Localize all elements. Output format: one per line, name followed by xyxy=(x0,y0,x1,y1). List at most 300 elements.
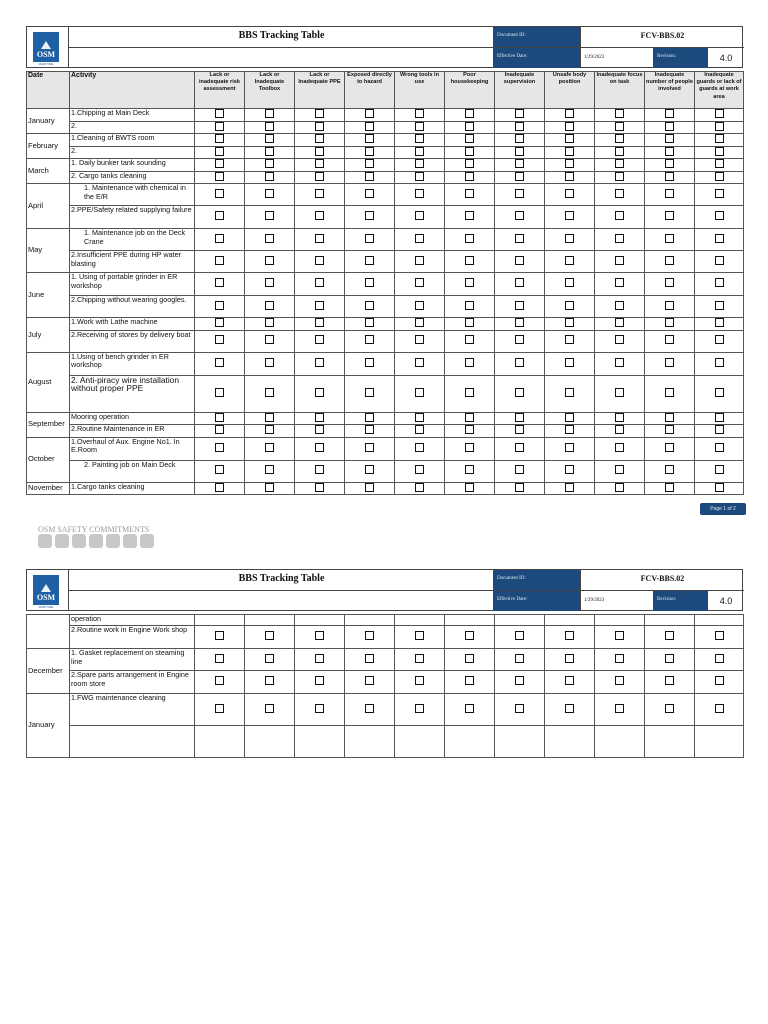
category-checkbox[interactable] xyxy=(665,335,674,344)
category-checkbox[interactable] xyxy=(215,256,224,265)
category-checkbox[interactable] xyxy=(365,425,374,434)
category-checkbox[interactable] xyxy=(715,358,724,367)
category-checkbox[interactable] xyxy=(315,278,324,287)
category-checkbox[interactable] xyxy=(415,122,424,131)
checkbox-cell xyxy=(645,134,695,147)
category-checkbox[interactable] xyxy=(515,704,524,713)
category-checkbox[interactable] xyxy=(365,211,374,220)
category-checkbox[interactable] xyxy=(315,147,324,156)
category-checkbox[interactable] xyxy=(265,413,274,422)
category-checkbox[interactable] xyxy=(415,172,424,181)
category-checkbox[interactable] xyxy=(215,358,224,367)
category-checkbox[interactable] xyxy=(365,234,374,243)
category-checkbox[interactable] xyxy=(615,301,624,310)
category-checkbox[interactable] xyxy=(515,676,524,685)
category-checkbox[interactable] xyxy=(565,413,574,422)
category-checkbox[interactable] xyxy=(665,189,674,198)
category-checkbox[interactable] xyxy=(215,425,224,434)
category-checkbox[interactable] xyxy=(315,483,324,492)
category-checkbox[interactable] xyxy=(265,425,274,434)
category-checkbox[interactable] xyxy=(365,122,374,131)
category-checkbox[interactable] xyxy=(265,704,274,713)
category-checkbox[interactable] xyxy=(465,483,474,492)
category-checkbox[interactable] xyxy=(315,134,324,143)
category-checkbox[interactable] xyxy=(315,335,324,344)
category-checkbox[interactable] xyxy=(465,676,474,685)
category-checkbox[interactable] xyxy=(515,413,524,422)
category-checkbox[interactable] xyxy=(665,134,674,143)
category-checkbox[interactable] xyxy=(365,654,374,663)
category-checkbox[interactable] xyxy=(515,109,524,118)
category-checkbox[interactable] xyxy=(515,443,524,452)
category-checkbox[interactable] xyxy=(315,109,324,118)
category-checkbox[interactable] xyxy=(415,483,424,492)
category-checkbox[interactable] xyxy=(365,134,374,143)
checkbox-cell xyxy=(295,296,345,318)
category-checkbox[interactable] xyxy=(515,211,524,220)
category-checkbox[interactable] xyxy=(265,335,274,344)
category-checkbox[interactable] xyxy=(415,318,424,327)
category-checkbox[interactable] xyxy=(715,134,724,143)
category-checkbox[interactable] xyxy=(565,211,574,220)
category-checkbox[interactable] xyxy=(615,631,624,640)
category-checkbox[interactable] xyxy=(565,358,574,367)
category-checkbox[interactable] xyxy=(515,388,524,397)
category-checkbox[interactable] xyxy=(265,278,274,287)
category-checkbox[interactable] xyxy=(465,443,474,452)
category-checkbox[interactable] xyxy=(315,631,324,640)
category-checkbox[interactable] xyxy=(565,159,574,168)
category-checkbox[interactable] xyxy=(715,318,724,327)
category-checkbox[interactable] xyxy=(265,147,274,156)
category-checkbox[interactable] xyxy=(315,122,324,131)
checkbox-cell xyxy=(345,184,395,206)
category-checkbox[interactable] xyxy=(215,122,224,131)
category-checkbox[interactable] xyxy=(365,256,374,265)
category-checkbox[interactable] xyxy=(415,278,424,287)
category-checkbox[interactable] xyxy=(215,631,224,640)
category-checkbox[interactable] xyxy=(215,654,224,663)
category-checkbox[interactable] xyxy=(415,335,424,344)
category-checkbox[interactable] xyxy=(515,256,524,265)
category-checkbox[interactable] xyxy=(565,425,574,434)
category-checkbox[interactable] xyxy=(715,172,724,181)
category-checkbox[interactable] xyxy=(265,483,274,492)
category-checkbox[interactable] xyxy=(265,134,274,143)
category-checkbox[interactable] xyxy=(315,234,324,243)
category-checkbox[interactable] xyxy=(265,443,274,452)
category-checkbox[interactable] xyxy=(365,676,374,685)
category-checkbox[interactable] xyxy=(715,159,724,168)
category-checkbox[interactable] xyxy=(315,301,324,310)
category-checkbox[interactable] xyxy=(515,147,524,156)
category-checkbox[interactable] xyxy=(565,172,574,181)
checkbox-cell xyxy=(645,109,695,122)
category-checkbox[interactable] xyxy=(515,278,524,287)
category-checkbox[interactable] xyxy=(365,159,374,168)
category-checkbox[interactable] xyxy=(465,465,474,474)
category-checkbox[interactable] xyxy=(265,301,274,310)
category-checkbox[interactable] xyxy=(615,483,624,492)
category-checkbox[interactable] xyxy=(365,278,374,287)
category-checkbox[interactable] xyxy=(715,704,724,713)
category-checkbox[interactable] xyxy=(215,189,224,198)
category-checkbox[interactable] xyxy=(465,256,474,265)
checkbox-cell xyxy=(195,146,245,159)
category-checkbox[interactable] xyxy=(465,159,474,168)
category-checkbox[interactable] xyxy=(665,654,674,663)
category-checkbox[interactable] xyxy=(465,413,474,422)
category-checkbox[interactable] xyxy=(415,443,424,452)
category-checkbox[interactable] xyxy=(465,211,474,220)
category-checkbox[interactable] xyxy=(415,413,424,422)
category-checkbox[interactable] xyxy=(515,425,524,434)
checkbox-cell xyxy=(395,273,445,296)
category-checkbox[interactable] xyxy=(565,134,574,143)
checkbox-cell xyxy=(595,615,645,626)
category-checkbox[interactable] xyxy=(465,301,474,310)
category-checkbox[interactable] xyxy=(715,234,724,243)
category-checkbox[interactable] xyxy=(565,301,574,310)
category-checkbox[interactable] xyxy=(365,631,374,640)
category-checkbox[interactable] xyxy=(415,676,424,685)
category-checkbox[interactable] xyxy=(215,159,224,168)
category-checkbox[interactable] xyxy=(365,301,374,310)
category-checkbox[interactable] xyxy=(515,483,524,492)
category-checkbox[interactable] xyxy=(515,301,524,310)
category-checkbox[interactable] xyxy=(415,256,424,265)
category-checkbox[interactable] xyxy=(565,465,574,474)
category-checkbox[interactable] xyxy=(465,318,474,327)
category-checkbox[interactable] xyxy=(465,147,474,156)
category-checkbox[interactable] xyxy=(315,443,324,452)
category-checkbox[interactable] xyxy=(265,358,274,367)
category-checkbox[interactable] xyxy=(215,443,224,452)
category-checkbox[interactable] xyxy=(565,443,574,452)
category-checkbox[interactable] xyxy=(715,631,724,640)
category-checkbox[interactable] xyxy=(565,147,574,156)
category-checkbox[interactable] xyxy=(615,318,624,327)
activity-cell: 1.FWG maintenance cleaning xyxy=(70,694,195,726)
category-checkbox[interactable] xyxy=(365,388,374,397)
category-checkbox[interactable] xyxy=(665,234,674,243)
category-checkbox[interactable] xyxy=(215,134,224,143)
category-checkbox[interactable] xyxy=(665,483,674,492)
category-checkbox[interactable] xyxy=(715,109,724,118)
category-checkbox[interactable] xyxy=(565,388,574,397)
category-checkbox[interactable] xyxy=(365,172,374,181)
category-checkbox[interactable] xyxy=(315,676,324,685)
category-checkbox[interactable] xyxy=(615,335,624,344)
category-checkbox[interactable] xyxy=(615,159,624,168)
category-checkbox[interactable] xyxy=(265,256,274,265)
category-checkbox[interactable] xyxy=(465,388,474,397)
category-checkbox[interactable] xyxy=(665,704,674,713)
category-checkbox[interactable] xyxy=(515,234,524,243)
category-checkbox[interactable] xyxy=(465,189,474,198)
category-checkbox[interactable] xyxy=(215,301,224,310)
category-checkbox[interactable] xyxy=(265,388,274,397)
category-checkbox[interactable] xyxy=(265,654,274,663)
category-checkbox[interactable] xyxy=(515,654,524,663)
checkbox-cell xyxy=(345,649,395,671)
month-cell: February xyxy=(27,134,70,159)
category-checkbox[interactable] xyxy=(415,654,424,663)
category-checkbox[interactable] xyxy=(715,654,724,663)
checkbox-cell xyxy=(545,726,595,758)
category-checkbox[interactable] xyxy=(465,704,474,713)
category-checkbox[interactable] xyxy=(615,388,624,397)
category-checkbox[interactable] xyxy=(715,443,724,452)
category-checkbox[interactable] xyxy=(565,335,574,344)
category-checkbox[interactable] xyxy=(365,147,374,156)
category-checkbox[interactable] xyxy=(215,483,224,492)
category-checkbox[interactable] xyxy=(265,211,274,220)
category-checkbox[interactable] xyxy=(715,301,724,310)
category-checkbox[interactable] xyxy=(465,654,474,663)
category-checkbox[interactable] xyxy=(265,676,274,685)
category-checkbox[interactable] xyxy=(515,172,524,181)
category-checkbox[interactable] xyxy=(665,159,674,168)
category-checkbox[interactable] xyxy=(265,122,274,131)
category-checkbox[interactable] xyxy=(215,172,224,181)
category-checkbox[interactable] xyxy=(215,704,224,713)
category-checkbox[interactable] xyxy=(315,189,324,198)
category-checkbox[interactable] xyxy=(615,122,624,131)
checkbox-cell xyxy=(395,109,445,122)
category-checkbox[interactable] xyxy=(515,358,524,367)
category-checkbox[interactable] xyxy=(565,318,574,327)
category-checkbox[interactable] xyxy=(365,465,374,474)
category-checkbox[interactable] xyxy=(715,189,724,198)
category-checkbox[interactable] xyxy=(315,465,324,474)
category-checkbox[interactable] xyxy=(265,109,274,118)
category-checkbox[interactable] xyxy=(315,413,324,422)
category-checkbox[interactable] xyxy=(415,358,424,367)
category-checkbox[interactable] xyxy=(665,109,674,118)
category-checkbox[interactable] xyxy=(565,278,574,287)
category-checkbox[interactable] xyxy=(615,676,624,685)
category-checkbox[interactable] xyxy=(715,465,724,474)
category-checkbox[interactable] xyxy=(215,335,224,344)
category-checkbox[interactable] xyxy=(215,465,224,474)
month-cell: July xyxy=(27,318,70,353)
category-checkbox[interactable] xyxy=(415,134,424,143)
checkbox-cell xyxy=(345,134,395,147)
category-checkbox[interactable] xyxy=(615,109,624,118)
category-checkbox[interactable] xyxy=(665,278,674,287)
category-checkbox[interactable] xyxy=(315,318,324,327)
category-checkbox[interactable] xyxy=(265,172,274,181)
category-checkbox[interactable] xyxy=(615,189,624,198)
category-checkbox[interactable] xyxy=(265,159,274,168)
category-checkbox[interactable] xyxy=(315,159,324,168)
category-checkbox[interactable] xyxy=(365,318,374,327)
effective-date-label: Effective Date: xyxy=(494,48,580,68)
category-checkbox[interactable] xyxy=(415,211,424,220)
category-checkbox[interactable] xyxy=(415,189,424,198)
category-checkbox[interactable] xyxy=(215,676,224,685)
checkbox-cell xyxy=(295,352,345,375)
category-checkbox[interactable] xyxy=(365,335,374,344)
category-checkbox[interactable] xyxy=(265,465,274,474)
category-checkbox[interactable] xyxy=(365,443,374,452)
category-checkbox[interactable] xyxy=(365,704,374,713)
category-checkbox[interactable] xyxy=(215,413,224,422)
category-checkbox[interactable] xyxy=(565,631,574,640)
category-checkbox[interactable] xyxy=(715,122,724,131)
category-checkbox[interactable] xyxy=(465,358,474,367)
category-checkbox[interactable] xyxy=(615,172,624,181)
category-checkbox[interactable] xyxy=(665,147,674,156)
checkbox-cell xyxy=(645,694,695,726)
category-checkbox[interactable] xyxy=(465,122,474,131)
category-checkbox[interactable] xyxy=(665,172,674,181)
category-checkbox[interactable] xyxy=(665,443,674,452)
category-checkbox[interactable] xyxy=(265,189,274,198)
category-checkbox[interactable] xyxy=(515,318,524,327)
category-checkbox[interactable] xyxy=(715,335,724,344)
category-checkbox[interactable] xyxy=(665,413,674,422)
category-checkbox[interactable] xyxy=(565,654,574,663)
category-checkbox[interactable] xyxy=(315,704,324,713)
category-checkbox[interactable] xyxy=(215,234,224,243)
category-checkbox[interactable] xyxy=(665,301,674,310)
category-checkbox[interactable] xyxy=(665,388,674,397)
category-checkbox[interactable] xyxy=(515,335,524,344)
category-checkbox[interactable] xyxy=(615,425,624,434)
category-checkbox[interactable] xyxy=(565,109,574,118)
category-checkbox[interactable] xyxy=(715,278,724,287)
category-checkbox[interactable] xyxy=(565,704,574,713)
category-checkbox[interactable] xyxy=(715,483,724,492)
category-checkbox[interactable] xyxy=(415,234,424,243)
category-checkbox[interactable] xyxy=(615,465,624,474)
category-checkbox[interactable] xyxy=(565,676,574,685)
category-checkbox[interactable] xyxy=(465,631,474,640)
category-checkbox[interactable] xyxy=(615,654,624,663)
category-checkbox[interactable] xyxy=(365,189,374,198)
category-checkbox[interactable] xyxy=(565,256,574,265)
category-checkbox[interactable] xyxy=(715,256,724,265)
category-checkbox[interactable] xyxy=(365,413,374,422)
checkbox-cell xyxy=(545,229,595,251)
category-checkbox[interactable] xyxy=(215,147,224,156)
category-checkbox[interactable] xyxy=(465,172,474,181)
category-checkbox[interactable] xyxy=(315,211,324,220)
checkbox-cell xyxy=(395,615,445,626)
category-checkbox[interactable] xyxy=(415,631,424,640)
category-checkbox[interactable] xyxy=(615,358,624,367)
category-checkbox[interactable] xyxy=(715,425,724,434)
category-checkbox[interactable] xyxy=(465,278,474,287)
category-checkbox[interactable] xyxy=(615,134,624,143)
category-checkbox[interactable] xyxy=(665,676,674,685)
category-checkbox[interactable] xyxy=(415,704,424,713)
category-checkbox[interactable] xyxy=(315,172,324,181)
category-checkbox[interactable] xyxy=(315,256,324,265)
category-checkbox[interactable] xyxy=(315,388,324,397)
category-checkbox[interactable] xyxy=(715,413,724,422)
category-checkbox[interactable] xyxy=(465,425,474,434)
category-checkbox[interactable] xyxy=(615,704,624,713)
category-checkbox[interactable] xyxy=(515,189,524,198)
category-checkbox[interactable] xyxy=(515,122,524,131)
category-checkbox[interactable] xyxy=(465,234,474,243)
category-checkbox[interactable] xyxy=(415,147,424,156)
category-checkbox[interactable] xyxy=(715,676,724,685)
category-checkbox[interactable] xyxy=(615,413,624,422)
category-checkbox[interactable] xyxy=(565,483,574,492)
category-checkbox[interactable] xyxy=(665,256,674,265)
category-checkbox[interactable] xyxy=(215,109,224,118)
category-checkbox[interactable] xyxy=(465,109,474,118)
category-checkbox[interactable] xyxy=(565,189,574,198)
category-checkbox[interactable] xyxy=(265,631,274,640)
category-checkbox[interactable] xyxy=(315,358,324,367)
category-checkbox[interactable] xyxy=(415,388,424,397)
category-checkbox[interactable] xyxy=(415,109,424,118)
category-checkbox[interactable] xyxy=(215,318,224,327)
category-checkbox[interactable] xyxy=(615,443,624,452)
category-checkbox[interactable] xyxy=(515,134,524,143)
category-checkbox[interactable] xyxy=(715,388,724,397)
checkbox-cell xyxy=(445,726,495,758)
category-checkbox[interactable] xyxy=(415,465,424,474)
category-checkbox[interactable] xyxy=(665,631,674,640)
category-checkbox[interactable] xyxy=(615,278,624,287)
category-checkbox[interactable] xyxy=(615,211,624,220)
category-checkbox[interactable] xyxy=(415,301,424,310)
category-checkbox[interactable] xyxy=(665,425,674,434)
category-checkbox[interactable] xyxy=(665,358,674,367)
category-checkbox[interactable] xyxy=(515,159,524,168)
category-checkbox[interactable] xyxy=(215,388,224,397)
category-checkbox[interactable] xyxy=(365,483,374,492)
checkbox-cell xyxy=(395,251,445,273)
category-checkbox[interactable] xyxy=(265,318,274,327)
category-checkbox[interactable] xyxy=(665,465,674,474)
category-checkbox[interactable] xyxy=(415,425,424,434)
category-checkbox[interactable] xyxy=(565,122,574,131)
category-checkbox[interactable] xyxy=(415,159,424,168)
category-checkbox[interactable] xyxy=(365,358,374,367)
category-checkbox[interactable] xyxy=(615,256,624,265)
category-checkbox[interactable] xyxy=(715,211,724,220)
category-checkbox[interactable] xyxy=(465,335,474,344)
category-checkbox[interactable] xyxy=(515,465,524,474)
category-checkbox[interactable] xyxy=(615,147,624,156)
checkbox-cell xyxy=(295,671,345,694)
category-checkbox[interactable] xyxy=(715,147,724,156)
category-checkbox[interactable] xyxy=(665,122,674,131)
category-checkbox[interactable] xyxy=(315,425,324,434)
checkbox-cell xyxy=(195,626,245,649)
category-checkbox[interactable] xyxy=(515,631,524,640)
category-checkbox[interactable] xyxy=(215,278,224,287)
category-checkbox[interactable] xyxy=(265,234,274,243)
activity-cell: 2. xyxy=(70,146,195,159)
category-checkbox[interactable] xyxy=(315,654,324,663)
category-checkbox[interactable] xyxy=(365,109,374,118)
category-checkbox[interactable] xyxy=(565,234,574,243)
category-checkbox[interactable] xyxy=(615,234,624,243)
checkbox-cell xyxy=(445,273,495,296)
category-checkbox[interactable] xyxy=(665,211,674,220)
category-checkbox[interactable] xyxy=(465,134,474,143)
category-checkbox[interactable] xyxy=(665,318,674,327)
category-checkbox[interactable] xyxy=(215,211,224,220)
